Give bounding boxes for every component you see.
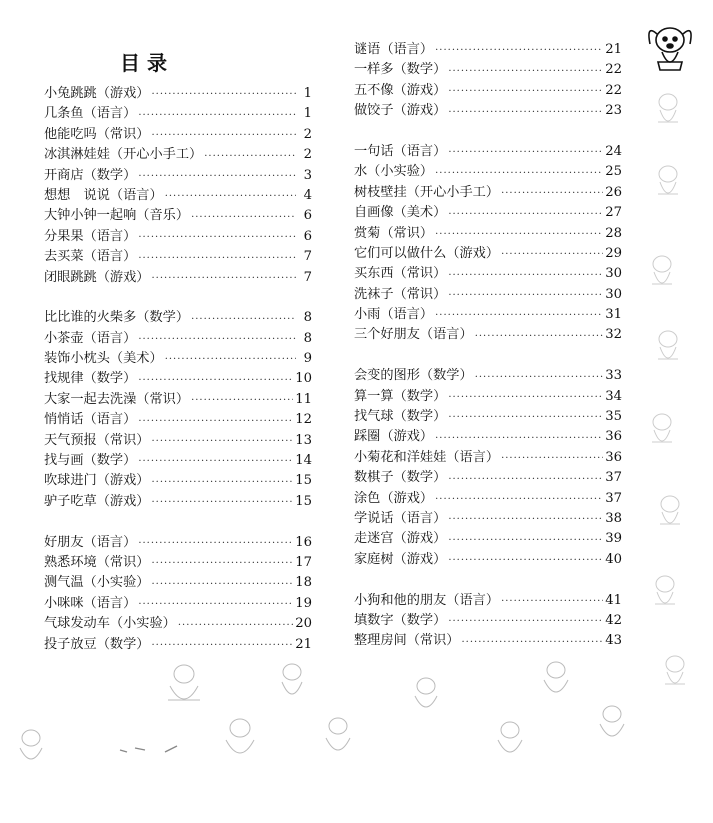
toc-entry (354, 101, 622, 121)
toc-entry-page: 24 (605, 143, 622, 159)
toc-entry-page: 2 (303, 126, 312, 142)
toc-entry (44, 471, 312, 491)
faint-dog-sketch-icon (216, 714, 264, 764)
toc-entry (354, 285, 622, 305)
toc-entry-title: 小菊花和洋娃娃（语言） (354, 449, 500, 465)
toc-entry (354, 325, 622, 345)
toc-leader-dots (152, 474, 294, 492)
toc-leader-dots (448, 63, 603, 81)
toc-entry-page: 13 (295, 432, 312, 448)
toc-entry (354, 407, 622, 427)
toc-entry-title: 投子放豆（数学） (44, 636, 150, 652)
toc-entry-page: 14 (295, 453, 312, 469)
toc-entry (354, 264, 622, 284)
faint-dog-sketch-icon (488, 716, 532, 764)
toc-entry-page: 37 (605, 470, 622, 486)
toc-leader-dots (435, 42, 603, 60)
toc-leader-dots (448, 104, 603, 122)
toc-entry (44, 614, 312, 634)
faint-dog-sketch-icon (115, 728, 185, 758)
toc-entry-title: 找气球（数学） (354, 409, 447, 425)
toc-entry (44, 268, 312, 288)
faint-dog-sketch-icon (316, 712, 360, 762)
toc-leader-dots (435, 165, 603, 183)
toc-leader-dots (152, 494, 294, 512)
toc-entry-page: 31 (605, 307, 622, 323)
toc-leader-dots (448, 144, 603, 162)
toc-entry (44, 635, 312, 655)
toc-entry-title: 比比谁的火柴多（数学） (44, 310, 190, 326)
toc-entry-page: 9 (303, 351, 312, 367)
toc-entry-page: 38 (605, 510, 622, 526)
faint-dog-sketch-icon (650, 490, 690, 534)
toc-entry-page: 37 (605, 490, 622, 506)
faint-dog-sketch-icon (160, 660, 208, 710)
toc-entry-page: 7 (303, 249, 312, 265)
toc-entry (354, 468, 622, 488)
toc-entry-page: 21 (605, 41, 622, 57)
toc-entry (44, 227, 312, 247)
toc-leader-dots (501, 450, 603, 468)
toc-entry-page: 40 (605, 551, 622, 567)
toc-entry-title: 大家一起去洗澡（常识） (44, 391, 190, 407)
toc-entry-title: 装饰小枕头（美术） (44, 351, 163, 367)
toc-entry (354, 162, 622, 182)
toc-entry-title: 它们可以做什么（游戏） (354, 245, 500, 261)
toc-leader-dots (435, 430, 603, 448)
toc-entry-title: 好朋友（语言） (44, 534, 137, 550)
toc-entry (354, 305, 622, 325)
toc-entry (354, 489, 622, 509)
toc-entry-title: 填数字（数学） (354, 612, 447, 628)
toc-leader-dots (138, 107, 296, 125)
toc-leader-dots (435, 491, 603, 509)
toc-entry (354, 60, 622, 80)
toc-entry-page: 21 (295, 636, 312, 652)
toc-entry-title: 树枝壁挂（开心小手工） (354, 184, 500, 200)
toc-group-gap (354, 570, 622, 590)
toc-entry (44, 186, 312, 206)
toc-entry (44, 166, 312, 186)
toc-entry-title: 熟悉环境（常识） (44, 554, 150, 570)
toc-entry-title: 开商店（数学） (44, 167, 137, 183)
toc-entry-page: 18 (295, 575, 312, 591)
toc-entry-title: 去买菜（语言） (44, 249, 137, 265)
toc-entry-title: 整理房间（常识） (354, 633, 460, 649)
toc-entry-page: 1 (303, 106, 312, 122)
toc-leader-dots (152, 127, 297, 145)
toc-entry-title: 水（小实验） (354, 164, 434, 180)
toc-entry (354, 529, 622, 549)
toc-entry-title: 几条鱼（语言） (44, 106, 137, 122)
toc-leader-dots (152, 637, 294, 655)
toc-entry-title: 三个好朋友（语言） (354, 327, 473, 343)
toc-leader-dots (501, 593, 603, 611)
toc-entry-page: 6 (303, 228, 312, 244)
faint-dog-sketch-icon (648, 88, 688, 132)
toc-entry-page: 33 (605, 368, 622, 384)
toc-entry (44, 492, 312, 512)
toc-leader-dots (138, 596, 293, 614)
toc-entry-title: 自画像（美术） (354, 205, 447, 221)
toc-entry-page: 32 (605, 327, 622, 343)
toc-leader-dots (138, 229, 296, 247)
toc-entry-title: 他能吃吗（常识） (44, 126, 150, 142)
toc-entry-page: 11 (295, 391, 312, 407)
toc-entry (44, 533, 312, 553)
toc-entry-page: 29 (605, 245, 622, 261)
toc-entry-title: 一句话（语言） (354, 143, 447, 159)
toc-entry-page: 10 (295, 371, 312, 387)
toc-entry-title: 小狗和他的朋友（语言） (354, 592, 500, 608)
toc-leader-dots (138, 250, 296, 268)
toc-leader-dots (475, 369, 604, 387)
toc-entry-title: 小兔跳跳（游戏） (44, 85, 150, 101)
toc-entry (354, 183, 622, 203)
toc-entry-title: 数棋子（数学） (354, 470, 447, 486)
toc-leader-dots (191, 392, 293, 410)
toc-entry (44, 553, 312, 573)
faint-dog-sketch-icon (10, 724, 52, 768)
toc-entry-page: 3 (303, 167, 312, 183)
toc-leader-dots (165, 351, 296, 369)
toc-leader-dots (501, 246, 603, 264)
faint-dog-sketch-icon (405, 672, 447, 716)
toc-right-column (354, 40, 622, 652)
toc-entry-title: 家庭树（游戏） (354, 551, 447, 567)
faint-dog-sketch-icon (272, 658, 312, 706)
toc-entry-page: 12 (295, 412, 312, 428)
toc-entry-page: 26 (605, 184, 622, 200)
toc-entry (354, 611, 622, 631)
toc-entry-page: 22 (605, 82, 622, 98)
toc-leader-dots (448, 409, 603, 427)
toc-leader-dots (152, 433, 294, 451)
toc-entry-title: 小雨（语言） (354, 307, 434, 323)
toc-entry (44, 145, 312, 165)
toc-leader-dots (138, 331, 296, 349)
toc-entry-page: 8 (303, 310, 312, 326)
toc-leader-dots (448, 287, 603, 305)
toc-entry (44, 451, 312, 471)
faint-dog-sketch-icon (648, 325, 688, 369)
toc-leader-dots (178, 617, 293, 635)
toc-entry (44, 594, 312, 614)
toc-leader-dots (138, 413, 293, 431)
toc-leader-dots (435, 226, 603, 244)
toc-entry-title: 气球发动车（小实验） (44, 616, 176, 632)
faint-dog-sketch-icon (642, 408, 682, 452)
toc-leader-dots (152, 555, 294, 573)
toc-leader-dots (435, 307, 603, 325)
toc-leader-dots (448, 511, 603, 529)
toc-group-gap (354, 122, 622, 142)
toc-entry (44, 431, 312, 451)
toc-leader-dots (152, 576, 294, 594)
toc-entry-title: 买东西（常识） (354, 266, 447, 282)
toc-entry-page: 1 (303, 85, 312, 101)
toc-entry-title: 踩圈（游戏） (354, 429, 434, 445)
toc-leader-dots (448, 389, 603, 407)
toc-entry (354, 550, 622, 570)
toc-entry (44, 410, 312, 430)
toc-entry (354, 448, 622, 468)
toc-leader-dots (165, 188, 296, 206)
faint-dog-sketch-icon (534, 656, 578, 704)
toc-leader-dots (138, 168, 296, 186)
toc-entry-page: 27 (605, 205, 622, 221)
toc-entry (354, 591, 622, 611)
toc-entry (354, 366, 622, 386)
toc-entry-page: 30 (605, 286, 622, 302)
toc-entry-page: 34 (605, 388, 622, 404)
toc-entry-title: 一样多（数学） (354, 62, 447, 78)
toc-entry (354, 509, 622, 529)
toc-leader-dots (501, 185, 603, 203)
toc-entry-page: 28 (605, 225, 622, 241)
toc-entry (354, 387, 622, 407)
toc-entry (354, 203, 622, 223)
toc-entry (44, 104, 312, 124)
toc-leader-dots (152, 270, 297, 288)
toc-entry-page: 7 (303, 269, 312, 285)
toc-entry-page: 8 (303, 330, 312, 346)
toc-entry (44, 84, 312, 104)
toc-entry (44, 125, 312, 145)
toc-entry-page: 20 (295, 616, 312, 632)
toc-entry-page: 15 (295, 493, 312, 509)
toc-leader-dots (448, 83, 603, 101)
toc-entry (44, 573, 312, 593)
toc-entry (354, 244, 622, 264)
toc-leader-dots (138, 535, 293, 553)
toc-entry-page: 15 (295, 473, 312, 489)
toc-entry-page: 22 (605, 62, 622, 78)
toc-leader-dots (448, 532, 603, 550)
toc-entry-title: 做饺子（游戏） (354, 103, 447, 119)
toc-entry-title: 测气温（小实验） (44, 575, 150, 591)
toc-entry-page: 42 (605, 612, 622, 628)
toc-entry-title: 闭眼跳跳（游戏） (44, 269, 150, 285)
toc-entry-title: 驴子吃草（游戏） (44, 493, 150, 509)
toc-leader-dots (448, 206, 603, 224)
toc-entry-title: 天气预报（常识） (44, 432, 150, 448)
toc-entry-title: 涂色（游戏） (354, 490, 434, 506)
toc-leader-dots (448, 613, 603, 631)
toc-entry-page: 36 (605, 449, 622, 465)
toc-leader-dots (448, 267, 603, 285)
faint-dog-sketch-icon (655, 650, 695, 694)
cartoon-dog-icon (640, 18, 700, 74)
toc-entry-title: 算一算（数学） (354, 388, 447, 404)
toc-entry (44, 369, 312, 389)
toc-entry-title: 赏菊（常识） (354, 225, 434, 241)
toc-entry (44, 206, 312, 226)
toc-entry-title: 悄悄话（语言） (44, 412, 137, 428)
toc-entry-page: 17 (295, 554, 312, 570)
faint-dog-sketch-icon (645, 570, 685, 614)
toc-leader-dots (448, 471, 603, 489)
faint-dog-sketch-icon (648, 160, 688, 204)
toc-entry (44, 329, 312, 349)
toc-entry-title: 冰淇淋娃娃（开心小手工） (44, 147, 203, 163)
toc-entry-title: 学说话（语言） (354, 510, 447, 526)
toc-entry-title: 走迷宫（游戏） (354, 531, 447, 547)
toc-entry-page: 43 (605, 633, 622, 649)
toc-entry-title: 想想 说说（语言） (44, 187, 163, 203)
toc-entry-page: 4 (303, 187, 312, 203)
toc-leader-dots (475, 328, 604, 346)
toc-entry-page: 6 (303, 208, 312, 224)
faint-dog-sketch-icon (590, 700, 634, 748)
toc-entry (44, 390, 312, 410)
toc-title: 目 录 (120, 51, 167, 75)
toc-entry-title: 吹球进门（游戏） (44, 473, 150, 489)
toc-leader-dots (191, 209, 296, 227)
toc-entry (354, 81, 622, 101)
toc-entry-page: 23 (605, 103, 622, 119)
toc-left-column (44, 84, 312, 655)
toc-entry-title: 会变的图形（数学） (354, 368, 473, 384)
toc-leader-dots (191, 311, 296, 329)
toc-entry-title: 找规律（数学） (44, 371, 137, 387)
toc-entry (44, 308, 312, 328)
toc-entry-title: 小茶壶（语言） (44, 330, 137, 346)
toc-entry-page: 39 (605, 531, 622, 547)
toc-entry-page: 19 (295, 595, 312, 611)
toc-entry (354, 631, 622, 651)
toc-entry (354, 224, 622, 244)
toc-entry (354, 142, 622, 162)
toc-group-gap (44, 512, 312, 532)
toc-leader-dots (138, 372, 293, 390)
toc-entry-title: 小咪咪（语言） (44, 595, 137, 611)
toc-entry (44, 247, 312, 267)
faint-dog-sketch-icon (642, 250, 682, 294)
toc-entry-title: 洗袜子（常识） (354, 286, 447, 302)
toc-entry-page: 35 (605, 409, 622, 425)
toc-entry-title: 分果果（语言） (44, 228, 137, 244)
toc-entry-page: 30 (605, 266, 622, 282)
toc-leader-dots (462, 634, 604, 652)
toc-leader-dots (204, 148, 296, 166)
toc-entry-title: 大钟小钟一起响（音乐） (44, 208, 190, 224)
toc-entry-page: 36 (605, 429, 622, 445)
toc-entry-title: 找与画（数学） (44, 453, 137, 469)
toc-group-gap (44, 288, 312, 308)
toc-entry-title: 五不像（游戏） (354, 82, 447, 98)
toc-entry-page: 16 (295, 534, 312, 550)
toc-entry (354, 40, 622, 60)
toc-leader-dots (448, 552, 603, 570)
toc-entry (44, 349, 312, 369)
toc-group-gap (354, 346, 622, 366)
toc-entry-title: 谜语（语言） (354, 41, 434, 57)
toc-leader-dots (138, 453, 293, 471)
toc-leader-dots (152, 86, 297, 104)
toc-entry-page: 2 (303, 147, 312, 163)
toc-entry-page: 41 (605, 592, 622, 608)
toc-entry (354, 427, 622, 447)
toc-entry-page: 25 (605, 164, 622, 180)
